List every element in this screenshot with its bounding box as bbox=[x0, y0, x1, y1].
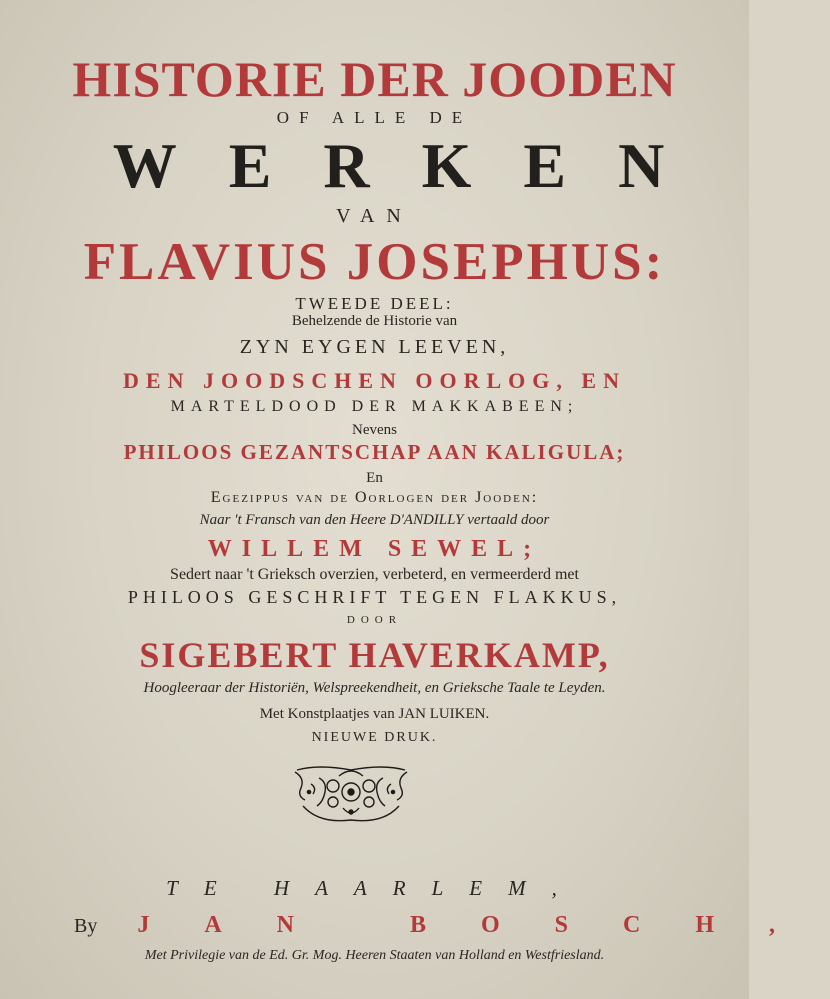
author-name: FLAVIUS JOSEPHUS: bbox=[83, 233, 666, 291]
place-of-publication: TE HAARLEM, bbox=[166, 876, 583, 900]
publisher-name: JAN BOSCH, bbox=[137, 912, 830, 938]
editor-name: SIGEBERT HAVERKAMP, bbox=[139, 635, 610, 675]
van-line: VAN bbox=[336, 205, 413, 227]
en-line: En bbox=[366, 470, 383, 486]
subtitle-of-alle-de: OF ALLE DE bbox=[276, 108, 473, 127]
contents-life: ZYN EYGEN LEEVEN, bbox=[239, 336, 510, 358]
contents-philo-flaccus: PHILOOS GESCHRIFT TEGEN FLAKKUS, bbox=[127, 587, 622, 607]
werken-heading: WERKEN bbox=[112, 130, 717, 201]
contents-intro: Behelzende de Historie van bbox=[291, 313, 458, 329]
contents-maccabees: MARTELDOOD DER MAKKABEEN; bbox=[170, 398, 579, 415]
translator-name: WILLEM SEWEL; bbox=[207, 536, 542, 562]
nevens-line: Nevens bbox=[352, 422, 397, 438]
revision-note: Sedert naar 't Grieksch overzien, verbeterd, en vermeerderd met bbox=[170, 566, 579, 583]
contents-egezippus: Egezippus van de Oorlogen der Jooden: bbox=[210, 489, 539, 506]
translation-note: Naar 't Fransch van den Heere D'ANDILLY vertaald door bbox=[199, 512, 550, 528]
illustrator-line: Met Konstplaatjes van JAN LUIKEN. bbox=[259, 706, 490, 722]
publisher-line bbox=[74, 913, 830, 937]
by-label: By bbox=[74, 915, 98, 937]
edition-line: NIEUWE DRUK. bbox=[311, 730, 438, 745]
contents-philo-embassy: PHILOOS GEZANTSCHAP AAN KALIGULA; bbox=[123, 440, 626, 464]
fleuron-ornament-icon bbox=[289, 762, 413, 826]
privilege-line: Met Privilegie van de Ed. Gr. Mog. Heeren Staaten van Holland en Westfriesland. bbox=[144, 948, 605, 963]
door-line: DOOR bbox=[346, 614, 403, 626]
editor-title: Hoogleeraar der Historiën, Welspreekendheit, en Grieksche Taale te Leyden. bbox=[143, 680, 606, 696]
volume-line: TWEEDE DEEL: bbox=[295, 294, 454, 313]
main-title: HISTORIE DER JOODEN bbox=[72, 51, 677, 107]
contents-war: DEN JOODSCHEN OORLOG, EN bbox=[123, 368, 626, 393]
